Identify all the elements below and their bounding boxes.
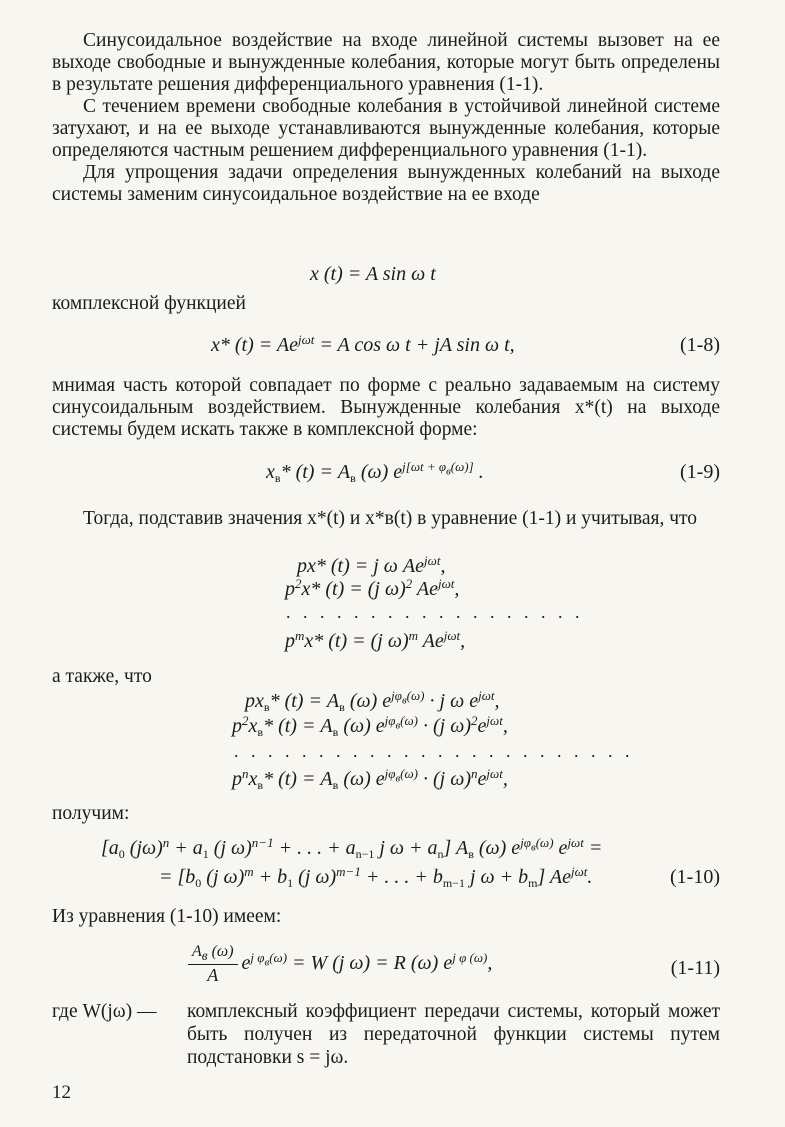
equation-pmx: $p^mx*$ (t) = (j ω)$^m$ $Ae^{j\omega t}$, [285, 628, 466, 652]
equation-number-1-11: (1-11) [670, 957, 720, 979]
equation-number-1-9: (1-9) [680, 461, 720, 483]
equation-p2xb: $p^2x_в*$ $(t) = A_в$ (ω) $e^{j\varphi_в(\omega)} \cdot (j$ $\omega)^2e^{j\omega t}$, [232, 713, 508, 739]
equation-pmxb: $p^nx_в*$ $(t) = A_в$ (ω) $e^{j\varphi_в(\omega)} \cdot (j$ $\omega)^ne^{j\omega t}$, [232, 766, 508, 792]
page-number: 12 [52, 1082, 71, 1103]
paragraph-3: Для упрощения задачи определения вынужденных колебаний на выходе системы заменим синусоидальное воздействие на ее входе [52, 162, 720, 205]
equation-px: px* (t) = j ω $Ae^{j\omega t}$, [297, 553, 446, 577]
definition-term: где W(jω) — [52, 1001, 157, 1022]
label-also-that: а также, что [52, 666, 152, 687]
equation-p2x: $p^2x*$ (t) = (j ω)$^2$ $Ae^{j\omega t}$, [285, 576, 460, 600]
text-block-intro [52, 30, 720, 206]
paragraph-5: Тогда, подставив значения x*(t) и x*в(t) в уравнение (1-1) и учитывая, что [83, 508, 698, 529]
equation-1-10-line-2: = [$b_0$ (j $\omega)^m + b_1$ (j ω)$^{m-1}$ + . . . + $b_{m-1}$ j $\omega + b_m$] $Ae^{j\omega t}$. [159, 864, 593, 890]
paragraph-4: мнимая часть которой совпадает по форме с реально задаваемым на систему синусоидальным воздействием. Вынужденные колебания x*(t) на выходе системы будем искать также в комплексной форме: [52, 375, 720, 440]
ellipsis-row-1: . . . . . . . . . . . . . . . . . . [286, 602, 584, 622]
label-from-equation: Из уравнения (1-10) имеем: [52, 906, 282, 927]
paragraph-2: С течением времени свободные колебания в устойчивой линейной системе затухают, и на ее выходе устанавливаются вынужденные колебания, которые определяются частным решением дифференциального уравнения (1-1). [52, 96, 720, 161]
equation-1-8: x* $(t) = Ae^{j\omega t} = A$ cos ω t + jA sin ω t, [211, 332, 515, 356]
text-block-substitution [52, 508, 720, 530]
equation-pxb: $px_в*$ $(t) = A_в$ (ω) $e^{j\varphi_в(\omega)} \cdot j$ ω $e^{j\omega t}$, [245, 688, 500, 714]
equation-1-11: $\frac{A_в (\omega)}{A}$ $e^{j \varphi_в(\omega)} = W$ (j ω) = R (ω) $e^{j \varphi (\omega)}$, [188, 943, 492, 986]
equation-number-1-8: (1-8) [680, 334, 720, 356]
label-we-get: получим: [52, 803, 130, 824]
ellipsis-row-2: . . . . . . . . . . . . . . . . . . . . . . . . [234, 741, 634, 761]
equation-number-1-10: (1-10) [670, 866, 720, 888]
definition-description: комплексный коэффициент передачи системы, который может быть получен из передаточной функции системы путем подстановки s = jω. [187, 1001, 720, 1068]
text-block-forced [52, 375, 720, 441]
equation-1-9: $x_в*$ $(t) = A_в$ (ω) $e^{j[\omega t + \varphi_в(\omega)]}$ . [266, 459, 484, 485]
equation-input-signal: x (t) = A sin ω t [310, 263, 436, 285]
paragraph-1: Синусоидальное воздействие на входе линейной системы вызовет на ее выходе свободные и вынужденные колебания, которые могут быть определены в результате решения дифференциального уравнения (1-1). [52, 30, 720, 95]
label-complex-function: комплексной функцией [52, 293, 246, 314]
equation-1-10-line-1: [$a_0$ $(j\omega)^n + a_1$ (j ω)$^{n-1}$ + . . . + $a_{n-1}$ j $\omega + a_n$] $A_в$ (ω) $e^{j\varphi_в(\omega)}$ $e^{j\omega t}$ = [101, 835, 603, 861]
